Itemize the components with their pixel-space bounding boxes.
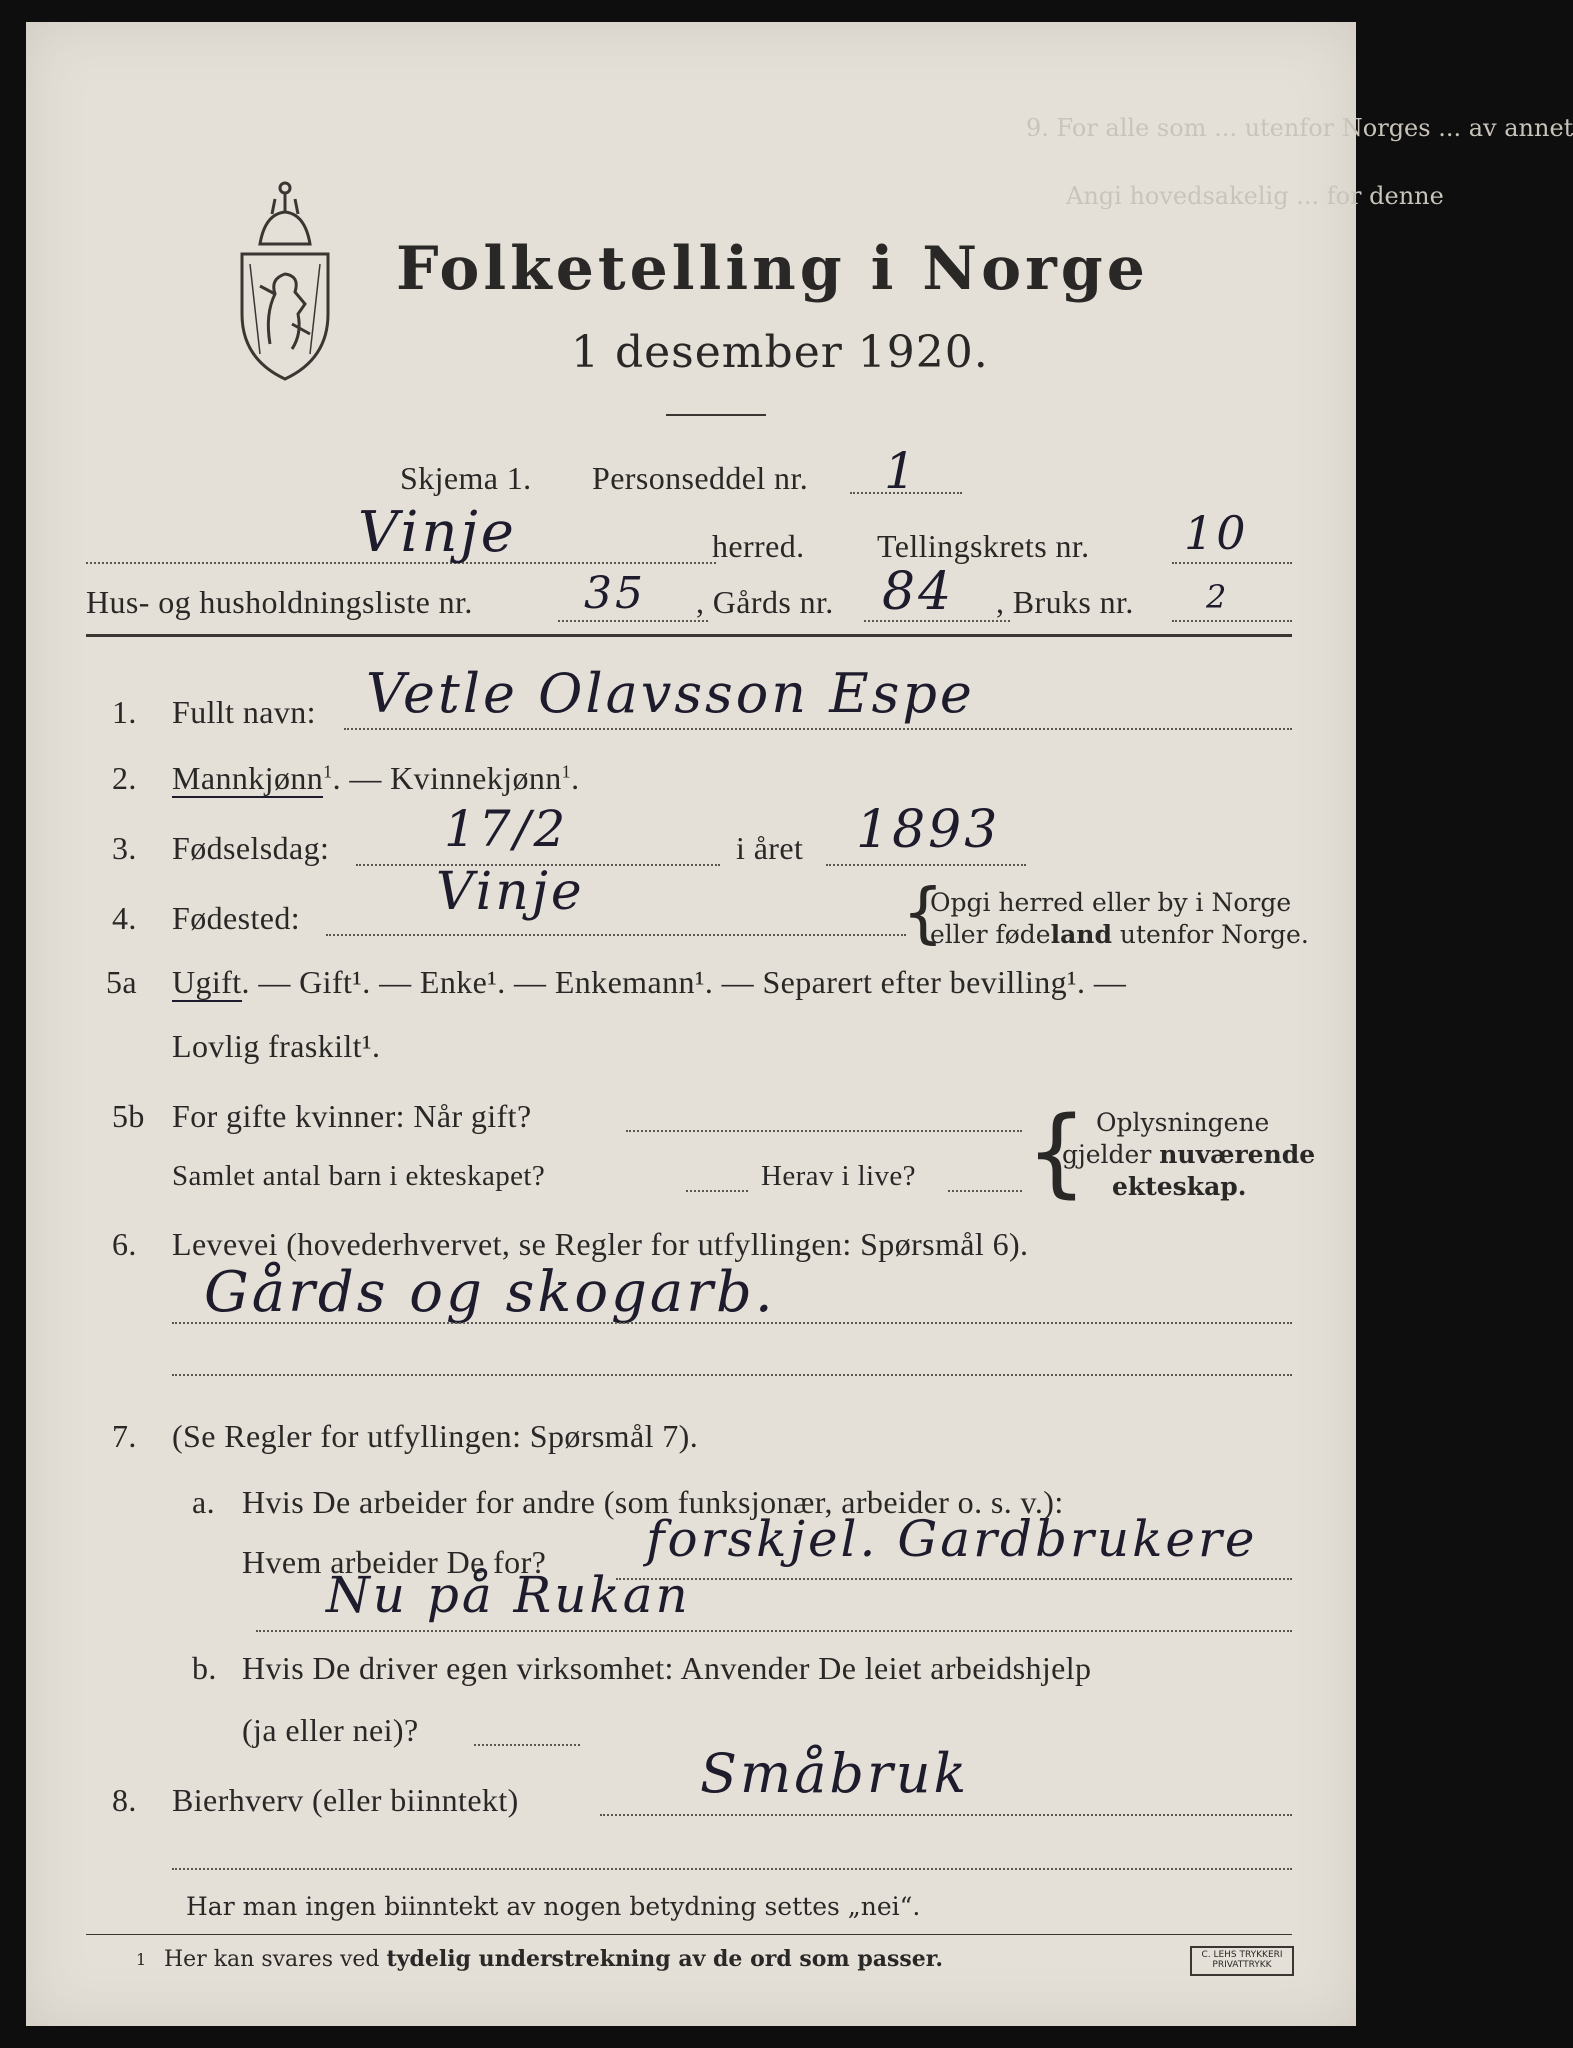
- hired-help-label: (ja eller nei)?: [242, 1712, 419, 1748]
- q4-label: Fødested:: [172, 900, 301, 936]
- children-alive-label: Herav i live?: [761, 1160, 916, 1192]
- occupation-line1: [172, 1322, 1292, 1324]
- bruks-line: [1172, 620, 1292, 622]
- birth-year-label: i året: [736, 830, 804, 866]
- form-title: Folketelling i Norge: [396, 234, 1149, 304]
- gender-options: Mannkjønn$^1$. — Kvinnekjønn$^1$.: [172, 760, 580, 796]
- marriage-note-line1: Oplysningene: [1096, 1108, 1270, 1137]
- q6-number: 6.: [112, 1226, 137, 1262]
- printer-stamp: C. LEHS TRYKKERI PRIVATTRYKK: [1190, 1946, 1294, 1976]
- side-income-note: Har man ingen biinntekt av nogen betydning settes „nei“.: [186, 1892, 921, 1921]
- q3-number: 3.: [112, 830, 137, 866]
- married-when-label: For gifte kvinner: Når gift?: [172, 1098, 532, 1134]
- employer-line1: [616, 1578, 1292, 1580]
- gender-option-male[interactable]: Mannkjønn: [172, 760, 324, 796]
- personseddel-label: Personseddel nr.: [592, 460, 809, 496]
- bruks-label: , Bruks nr.: [996, 584, 1134, 620]
- tellingskrets-value[interactable]: 10: [1184, 506, 1249, 560]
- married-when-line: [626, 1130, 1022, 1132]
- employer-value-line2[interactable]: Nu på Rukan: [326, 1566, 691, 1624]
- gards-value[interactable]: 84: [882, 562, 955, 622]
- birthday-value[interactable]: 17/2: [444, 800, 569, 858]
- schema-label: Skjema 1.: [400, 460, 532, 496]
- hus-label: Hus- og husholdningsliste nr.: [86, 584, 473, 620]
- q7-label: (Se Regler for utfyllingen: Spørsmål 7).: [172, 1418, 699, 1454]
- employer-label: Hvem arbeider De for?: [242, 1544, 547, 1580]
- census-date: 1 desember 1920.: [571, 327, 989, 378]
- birth-year-line: [826, 864, 1026, 866]
- side-income-line2: [172, 1868, 1292, 1870]
- q1-line: [344, 728, 1292, 730]
- employer-value-line1[interactable]: forskjel. Gardbrukere: [646, 1510, 1258, 1568]
- children-count-line: [686, 1190, 748, 1192]
- header-rule: [86, 634, 1292, 637]
- gender-option-female[interactable]: Kvinnekjønn: [390, 760, 562, 796]
- full-name-value[interactable]: Vetle Olavsson Espe: [366, 662, 975, 725]
- birth-year-value[interactable]: 1893: [856, 800, 1001, 860]
- birthplace-line: [326, 934, 906, 936]
- children-alive-line: [948, 1190, 1022, 1192]
- q3-label: Fødselsdag:: [172, 830, 330, 866]
- q2-number: 2.: [112, 760, 137, 796]
- occupation-label: Levevei (hovederhvervet, se Regler for utfyllingen: Spørsmål 6).: [172, 1226, 1029, 1262]
- q8-number: 8.: [112, 1782, 137, 1818]
- children-count-label: Samlet antal barn i ekteskapet?: [172, 1160, 546, 1192]
- norwegian-coat-of-arms-icon: [230, 174, 340, 384]
- header-divider: [666, 414, 766, 416]
- hus-value[interactable]: 35: [584, 568, 646, 619]
- q1-number: 1.: [112, 694, 137, 730]
- gards-label: , Gårds nr.: [696, 584, 834, 620]
- q7-number: 7.: [112, 1418, 137, 1454]
- marital-option-fraskilt[interactable]: Lovlig fraskilt¹.: [172, 1028, 381, 1064]
- occupation-value[interactable]: Gårds og skogarb.: [204, 1260, 776, 1325]
- employer-line2: [256, 1630, 1292, 1632]
- q4-number: 4.: [112, 900, 137, 936]
- marital-status-options: Ugift. — Gift¹. — Enke¹. — Enkemann¹. — Separert efter bevilling¹. —: [172, 964, 1127, 1000]
- q7b-letter: b.: [192, 1650, 217, 1686]
- marital-option-ugift[interactable]: Ugift: [172, 964, 242, 1000]
- occupation-line2: [172, 1374, 1292, 1376]
- census-form-page: [26, 22, 1573, 2026]
- herred-value[interactable]: Vinje: [358, 500, 517, 565]
- personseddel-value[interactable]: 1: [884, 442, 919, 500]
- marriage-note-line3: ekteskap.: [1112, 1172, 1247, 1201]
- footnote-text: Her kan svares ved tydelig understrekning av de ord som passer.: [164, 1946, 944, 1972]
- birthplace-value[interactable]: Vinje: [436, 862, 585, 922]
- side-income-line: [600, 1814, 1292, 1816]
- hired-help-line: [474, 1744, 580, 1746]
- herred-label: herred.: [712, 528, 805, 564]
- q7a-text: Hvis De arbeider for andre (som funksjonær, arbeider o. s. v.):: [242, 1484, 1064, 1520]
- bleed-through-text: 9. For alle som ... utenfor Norges ... av annet: [1026, 114, 1573, 142]
- q1-label: Fullt navn:: [172, 694, 316, 730]
- side-income-label: Bierhverv (eller biinntekt): [172, 1782, 519, 1818]
- marriage-note-line2: gjelder nuværende: [1062, 1140, 1316, 1169]
- side-income-value[interactable]: Småbruk: [700, 1742, 970, 1805]
- birthplace-note-line1: Opgi herred eller by i Norge: [930, 888, 1292, 917]
- hus-line: [558, 620, 708, 622]
- tellingskrets-line: [1172, 562, 1292, 564]
- q7a-letter: a.: [192, 1484, 216, 1520]
- bleed-through-text: Angi hovedsakelig ... for denne: [1066, 182, 1444, 210]
- footnote-mark: 1: [136, 1950, 147, 1969]
- brace-icon: {: [902, 874, 944, 951]
- brace-icon: {: [1026, 1096, 1088, 1208]
- q5a-number: 5a: [106, 964, 138, 1000]
- birthplace-note-line2: eller fødeland utenfor Norge.: [930, 920, 1309, 949]
- q5b-number: 5b: [112, 1098, 145, 1134]
- tellingskrets-label: Tellingskrets nr.: [877, 528, 1090, 564]
- footnote-rule: [86, 1934, 1292, 1935]
- q7b-text: Hvis De driver egen virksomhet: Anvender De leiet arbeidshjelp: [242, 1650, 1092, 1686]
- bruks-value[interactable]: 2: [1206, 578, 1230, 616]
